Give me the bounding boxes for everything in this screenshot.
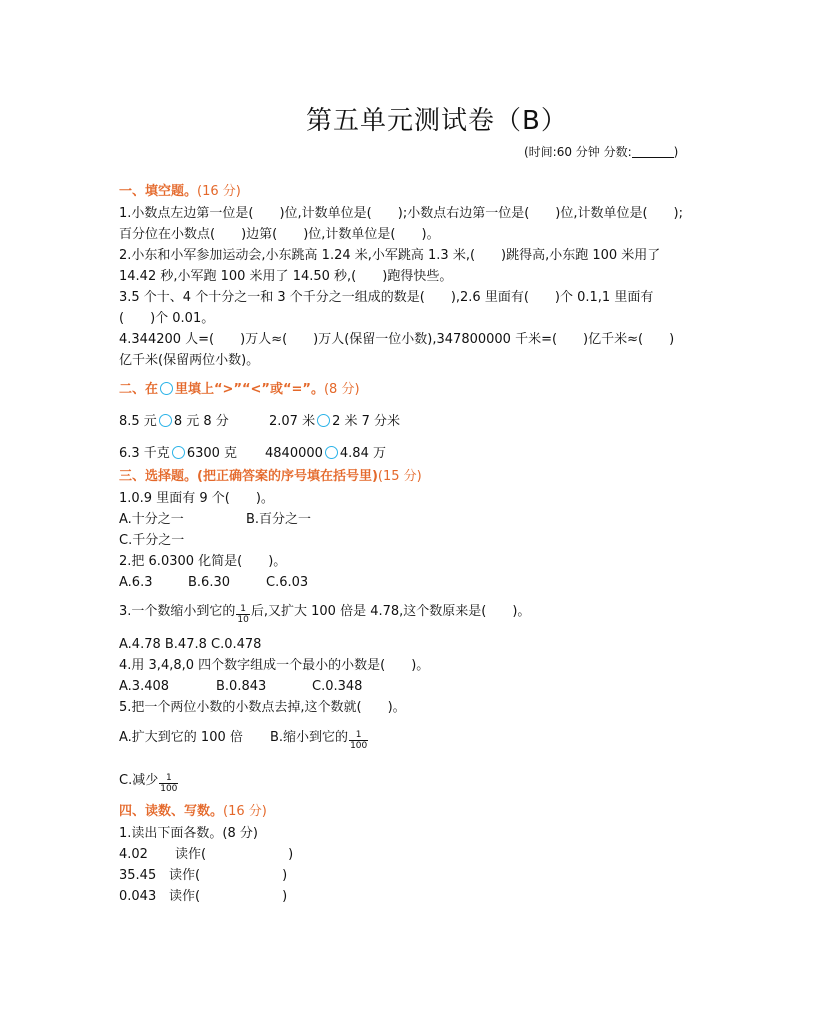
read-close: ) xyxy=(282,889,288,904)
section1-line: ( )个 0.01。 xyxy=(119,311,215,326)
section1-heading-text: 一、填空题。 xyxy=(119,184,198,199)
option-c: C.千分之一 xyxy=(119,533,185,548)
read-number-item xyxy=(119,867,287,885)
section4-heading xyxy=(119,803,267,821)
compare-left: 8.5 元 xyxy=(119,414,157,429)
fraction-numerator: 1 xyxy=(236,604,249,615)
read-number-value: 0.043 xyxy=(119,889,157,904)
read-number-value: 4.02 xyxy=(119,847,148,862)
section2-heading xyxy=(119,381,360,399)
option-a: A.扩大到它的 100 倍 xyxy=(119,730,243,745)
fraction-numerator: 1 xyxy=(349,730,368,741)
read-number-item xyxy=(119,888,287,906)
section1-line: 3.5 个十、4 个十分之一和 3 个千分之一组成的数是( ),2.6 里面有( )个 0.1,1 里面有 xyxy=(119,290,654,305)
compare-left: 4840000 xyxy=(265,446,323,461)
option-b xyxy=(270,729,369,751)
compare-circle-icon xyxy=(159,414,172,427)
option-b-text: B.缩小到它的 xyxy=(270,730,349,745)
section2-points: (8 分) xyxy=(323,382,360,397)
fraction xyxy=(349,730,368,751)
fraction-denominator: 100 xyxy=(350,741,368,751)
fraction xyxy=(159,773,178,794)
question-3-pre: 3.一个数缩小到它的 xyxy=(119,604,236,619)
compare-item xyxy=(119,445,237,463)
option-c: C.6.03 xyxy=(266,575,309,590)
compare-right: 6300 克 xyxy=(186,446,238,461)
section2-heading-a: 二、在 xyxy=(119,382,159,397)
question-3-options: A.4.78 B.47.8 C.0.478 xyxy=(119,637,262,652)
compare-left: 2.07 米 xyxy=(269,414,316,429)
exam-meta-suffix: ) xyxy=(673,145,679,159)
section1-line: 2.小东和小军参加运动会,小东跳高 1.24 米,小军跳高 1.3 米,( )跳得高,小东跑 100 米用了 xyxy=(119,248,661,263)
fraction-denominator: 100 xyxy=(160,784,178,794)
fraction-denominator: 10 xyxy=(237,615,249,625)
section1-line: 4.344200 人=( )万人≈( )万人(保留一位小数),347800000 千米=( )亿千米≈( ) xyxy=(119,332,675,347)
option-c: C.0.348 xyxy=(312,679,363,694)
read-close: ) xyxy=(282,868,288,883)
option-a: A.3.408 xyxy=(119,679,170,694)
score-blank xyxy=(632,145,674,158)
compare-item xyxy=(265,445,386,463)
read-label: 读作( xyxy=(175,847,207,862)
read-number-value: 35.45 xyxy=(119,868,157,883)
question-2: 2.把 6.0300 化简是( )。 xyxy=(119,554,287,569)
exam-meta-prefix: (时间:60 分钟 分数: xyxy=(524,145,632,159)
compare-right: 8 元 8 分 xyxy=(173,414,229,429)
option-a: A.6.3 xyxy=(119,575,153,590)
question-3-post: 后,又扩大 100 倍是 4.78,这个数原来是( )。 xyxy=(250,604,531,619)
option-b: B.0.843 xyxy=(216,679,267,694)
compare-item xyxy=(119,413,229,431)
section1-line: 14.42 秒,小军跑 100 米用了 14.50 秒,( )跑得快些。 xyxy=(119,269,453,284)
compare-circle-icon xyxy=(172,446,185,459)
read-label: 读作( xyxy=(169,868,201,883)
option-a: A.十分之一 xyxy=(119,512,184,527)
section1-heading xyxy=(119,183,241,201)
section3-points: (15 分) xyxy=(377,469,422,484)
section4-heading-text: 四、读数、写数。 xyxy=(119,804,224,819)
option-b: B.百分之一 xyxy=(246,512,312,527)
read-number-item xyxy=(119,846,293,864)
section2-heading-b: 里填上“>”“<”或“=”。 xyxy=(175,382,324,397)
section1-line: 1.小数点左边第一位是( )位,计数单位是( );小数点右边第一位是( )位,计数单位是( ); xyxy=(119,206,684,221)
section3-heading-text: 三、选择题。(把正确答案的序号填在括号里) xyxy=(119,469,378,484)
option-c-text: C.减少 xyxy=(119,773,159,788)
section4-subheading: 1.读出下面各数。(8 分) xyxy=(119,826,258,841)
question-1: 1.0.9 里面有 9 个( )。 xyxy=(119,491,274,506)
page-title: 第五单元测试卷（B） xyxy=(306,106,568,136)
question-3 xyxy=(119,603,530,625)
compare-circle-icon xyxy=(160,382,173,395)
section3-heading xyxy=(119,468,422,486)
compare-left: 6.3 千克 xyxy=(119,446,170,461)
read-label: 读作( xyxy=(169,889,201,904)
question-4: 4.用 3,4,8,0 四个数字组成一个最小的小数是( )。 xyxy=(119,658,430,673)
section1-points: (16 分) xyxy=(197,184,241,199)
read-close: ) xyxy=(288,847,294,862)
compare-right: 2 米 7 分米 xyxy=(332,414,401,429)
question-5: 5.把一个两位小数的小数点去掉,这个数就( )。 xyxy=(119,700,406,715)
section1-line: 亿千米(保留两位小数)。 xyxy=(119,353,260,368)
option-c xyxy=(119,772,179,794)
section1-line: 百分位在小数点( )边第( )位,计数单位是( )。 xyxy=(119,227,440,242)
exam-meta xyxy=(524,143,678,161)
compare-right: 4.84 万 xyxy=(339,446,386,461)
option-b: B.6.30 xyxy=(188,575,230,590)
fraction xyxy=(236,604,249,625)
fraction-numerator: 1 xyxy=(159,773,178,784)
compare-circle-icon xyxy=(317,414,330,427)
compare-circle-icon xyxy=(325,446,338,459)
compare-item xyxy=(269,413,400,431)
section4-points: (16 分) xyxy=(223,804,267,819)
